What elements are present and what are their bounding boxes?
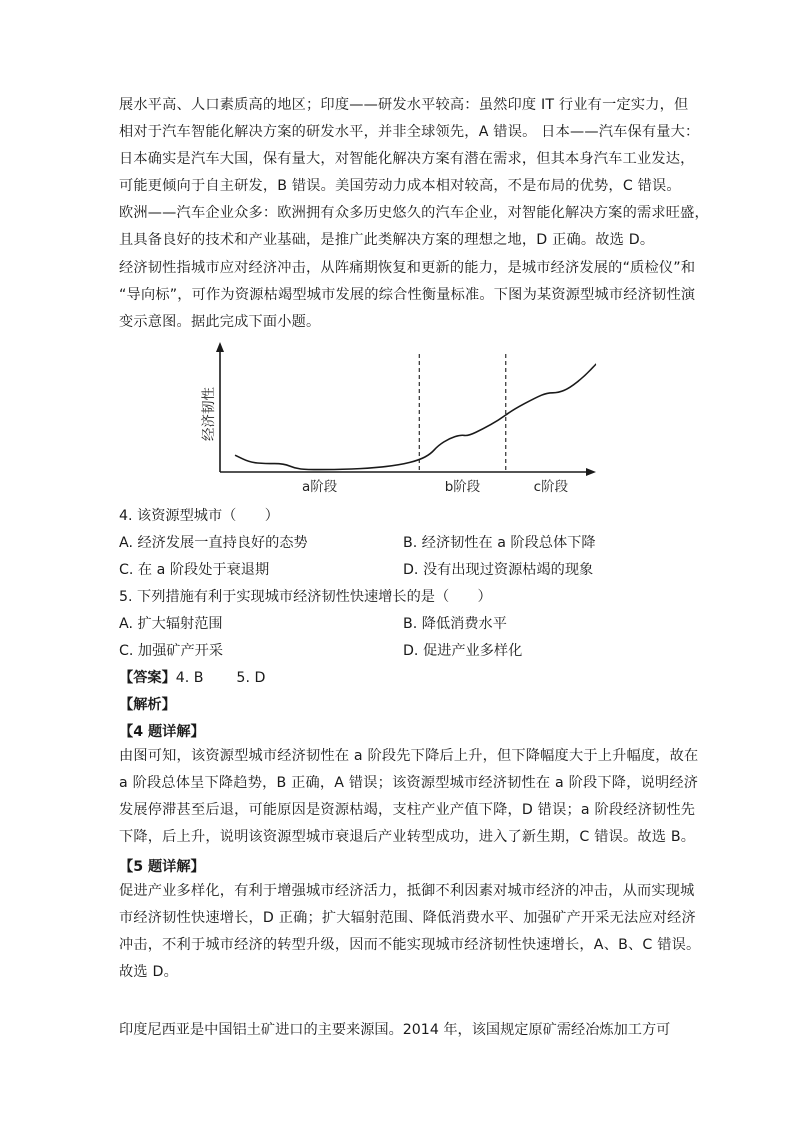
intro-line: 相对于汽车智能化解决方案的研发水平，并非全球领先，A 错误。 日本——汽车保有量大： xyxy=(119,124,700,141)
stage-label-1: a阶段 xyxy=(301,479,338,495)
x-axis-arrow-icon xyxy=(586,468,596,476)
analysis-label: 【解析】 xyxy=(119,697,176,713)
q5-detail-line: 促进产业多样化，有利于增强城市经济活力，抵御不利因素对城市经济的冲击，从而实现城 xyxy=(119,883,695,899)
q5-option-d: D. 促进产业多样化 xyxy=(403,643,523,659)
answer-text: 4. B 5. D xyxy=(175,670,266,686)
intro-line: 经济韧性指城市应对经济冲击，从阵痛期恢复和更新的能力，是城市经济发展的“质检仪”和 xyxy=(119,259,696,276)
y-axis-label: 经济韧性 xyxy=(201,387,217,441)
q5-detail-line: 冲击，不利于城市经济的转型升级，因而不能实现城市经济韧性快速增长，A、B、C 错误。 xyxy=(119,937,701,954)
q4-option-d: D. 没有出现过资源枯竭的现象 xyxy=(403,562,594,578)
resilience-curve xyxy=(235,364,596,470)
intro-line: 可能更倾向于自主研发，B 错误。美国劳动力成本相对较高，不是布局的优势，C 错误。 xyxy=(119,178,681,195)
q5-detail-paragraph xyxy=(119,878,701,986)
intro-line: 欧洲——汽车企业众多：欧洲拥有众多历史悠久的汽车企业，对智能化解决方案的需求旺盛， xyxy=(119,205,709,222)
q4-option-c: C. 在 a 阶段处于衰退期 xyxy=(119,562,270,578)
y-axis-arrow-icon xyxy=(216,342,224,352)
intro-line: 变示意图。据此完成下面小题。 xyxy=(119,313,321,330)
q5-detail-line: 市经济韧性快速增长，D 正确；扩大辐射范围、降低消费水平、加强矿产开采无法应对经济 xyxy=(119,910,696,927)
intro-line: 日本确实是汽车大国，保有量大，对智能化解决方案有潜在需求，但其本身汽车工业发达， xyxy=(119,151,695,168)
q4-stem: 4. 该资源型城市（ ） xyxy=(119,508,279,524)
intro-line: 展水平高、人口素质高的地区；印度——研发水平较高：虽然印度 IT 行业有一定实力，但 xyxy=(119,97,689,113)
q4-detail-line: 发展停滞甚至后退，可能原因是资源枯竭，支柱产业产值下降，D 错误；a 阶段经济韧性先 xyxy=(119,802,696,819)
answer-line xyxy=(119,667,265,687)
q4-detail-paragraph xyxy=(119,743,699,851)
stage-label-3: c阶段 xyxy=(533,479,569,495)
q5-stem: 5. 下列措施有利于实现城市经济韧性快速增长的是（ ） xyxy=(119,589,492,605)
q5-option-b: B. 降低消费水平 xyxy=(403,616,507,632)
q5-option-c: C. 加强矿产开采 xyxy=(119,643,224,659)
q4-detail-line: 下降，后上升，说明该资源型城市衰退后产业转型成功，进入了新生期，C 错误。故选 B。 xyxy=(119,829,696,846)
intro-line: 且具备良好的技术和产业基础，是推广此类解决方案的理想之地，D 正确。故选 D。 xyxy=(119,232,655,249)
intro-paragraph xyxy=(119,92,709,336)
q4-detail-line: a 阶段总体呈下降趋势，B 正确，A 错误；该资源型城市经济韧性在 a 阶段下降，说明经济 xyxy=(119,775,699,792)
q4-detail-label: 【4 题详解】 xyxy=(119,724,205,740)
outro-line: 印度尼西亚是中国铝土矿进口的主要来源国。2014 年，该国规定原矿需经冶炼加工方可 xyxy=(119,1022,671,1038)
stage-label-2: b阶段 xyxy=(444,479,481,495)
q5-option-a: A. 扩大辐射范围 xyxy=(119,616,223,632)
q5-detail-label: 【5 题详解】 xyxy=(119,859,205,875)
q5-detail-line: 故选 D。 xyxy=(119,964,178,981)
q4-detail-line: 由图可知，该资源型城市经济韧性在 a 阶段先下降后上升，但下降幅度大于上升幅度，故在 xyxy=(119,748,699,764)
intro-line: “导向标”，可作为资源枯竭型城市发展的综合性衡量标准。下图为某资源型城市经济韧性演 xyxy=(119,286,696,303)
answer-label: 【答案】 xyxy=(119,670,176,686)
q4-option-a: A. 经济发展一直持良好的态势 xyxy=(119,535,308,551)
q4-option-b: B. 经济韧性在 a 阶段总体下降 xyxy=(403,535,596,551)
resilience-chart xyxy=(196,336,606,500)
